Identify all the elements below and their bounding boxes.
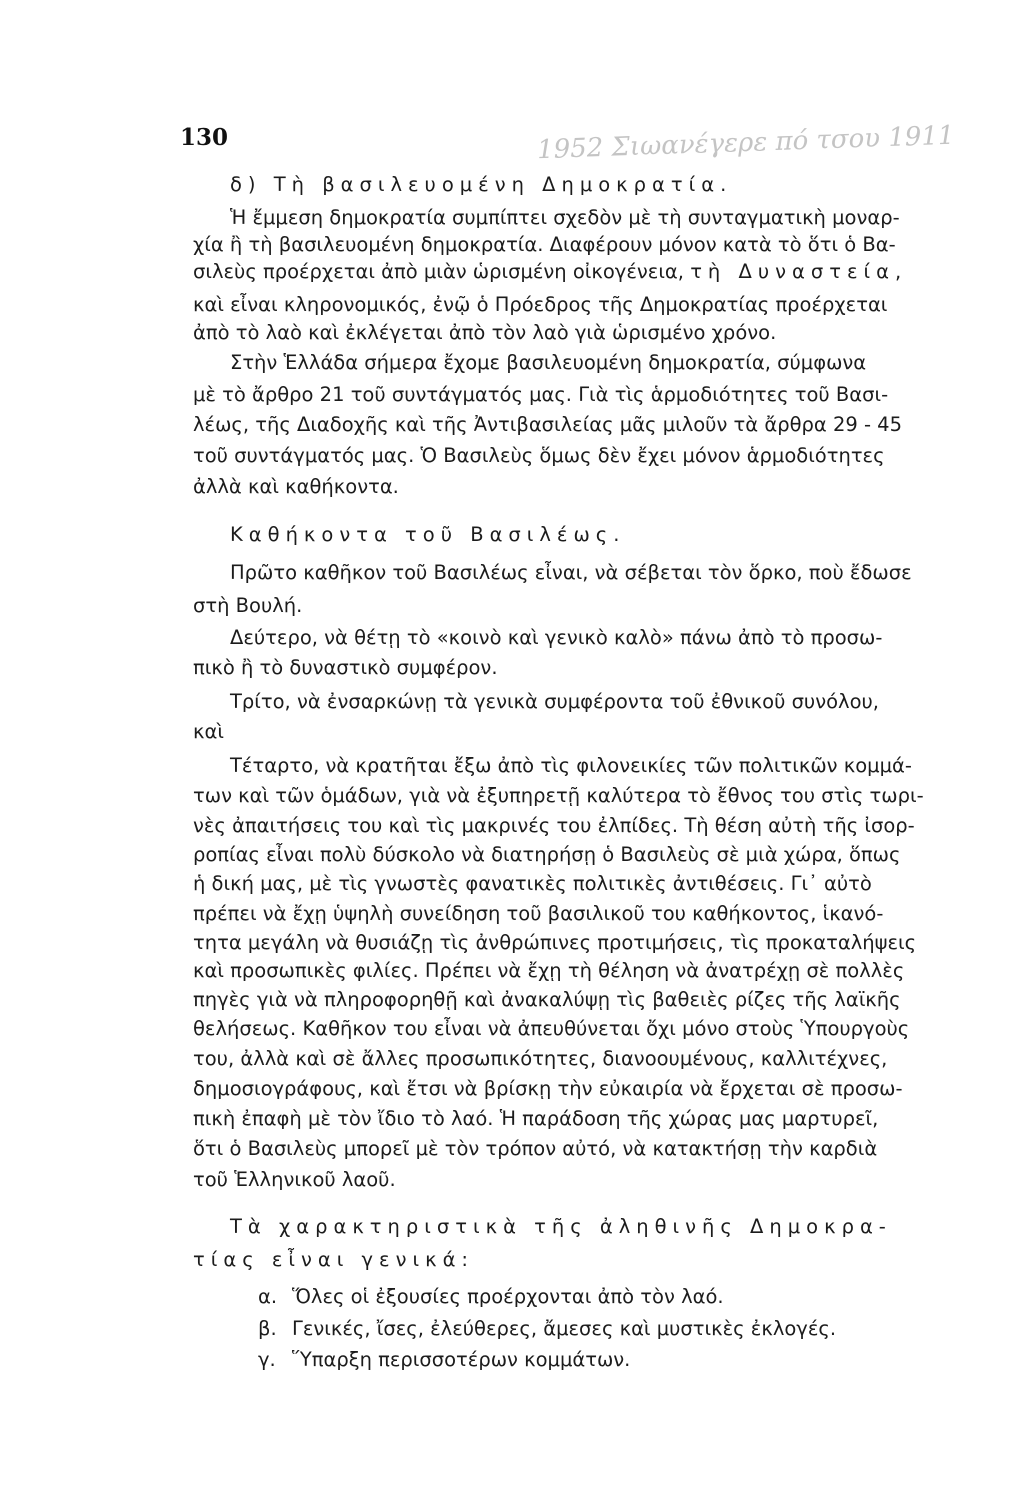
paragraph-line: Τρίτο, νὰ ἐνσαρκώνῃ τὰ γενικὰ συμφέροντα τοῦ ἐθνικοῦ συνόλου, <box>230 690 879 713</box>
paragraph-line: ὅτι ὁ Βασιλεὺς μπορεῖ μὲ τὸν τρόπον αὐτό, νὰ κατακτήσῃ τὴν καρδιὰ <box>193 1137 878 1160</box>
paragraph-line: θελήσεως. Καθῆκον του εἶναι νὰ ἀπευθύνεται ὄχι μόνο στοὺς Ὑπουργοὺς <box>193 1017 910 1040</box>
paragraph-text: σιλεὺς προέρχεται ἀπὸ μιὰν ὡρισμένη οἰκογένεια, <box>193 260 684 283</box>
paragraph-line: στὴ Βουλή. <box>193 594 303 617</box>
characteristics-heading: τίας εἶναι γενικά: <box>193 1248 475 1271</box>
paragraph-line: των καὶ τῶν ὁμάδων, γιὰ νὰ ἐξυπηρετῇ καλύτερα τὸ ἔθνος του στὶς τωρι- <box>193 784 924 807</box>
list-item <box>258 1316 836 1342</box>
list-marker: γ. <box>258 1348 276 1371</box>
paragraph-line: ροπίας εἶναι πολὺ δύσκολο νὰ διατηρήσῃ ὁ Βασιλεὺς σὲ μιὰ χώρα, ὅπως <box>193 843 901 866</box>
page-number: 130 <box>180 124 229 151</box>
paragraph-line: πρέπει νὰ ἔχῃ ὑψηλὴ συνείδηση τοῦ βασιλικοῦ του καθήκοντος, ἱκανό- <box>193 902 884 925</box>
paragraph-line: καὶ <box>193 720 224 743</box>
list-marker: β. <box>258 1317 277 1340</box>
paragraph-line: καὶ προσωπικὲς φιλίες. Πρέπει νὰ ἔχῃ τὴ θέληση νὰ ἀνατρέχῃ σὲ πολλὲς <box>193 959 905 982</box>
list-item <box>258 1284 724 1310</box>
paragraph-line: Τέταρτο, νὰ κρατῆται ἔξω ἀπὸ τὶς φιλονεικίες τῶν πολιτικῶν κομμά- <box>230 754 912 777</box>
paragraph-line: τοῦ συντάγματός μας. Ὁ Βασιλεὺς ὅμως δὲν ἔχει μόνον ἁρμοδιότητες <box>193 444 885 467</box>
paragraph-line: πηγὲς γιὰ νὰ πληροφορηθῇ καὶ ἀνακαλύψῃ τὶς βαθειὲς ρίζες τῆς λαϊκῆς <box>193 988 901 1011</box>
paragraph-line: πικὸ ἢ τὸ δυναστικὸ συμφέρον. <box>193 656 498 679</box>
paragraph-line: ἡ δική μας, μὲ τὶς γνωστὲς φανατικὲς πολιτικὲς ἀντιθέσεις. Γι᾿ αὐτὸ <box>193 872 872 895</box>
paragraph-line: Ἡ ἔμμεση δημοκρατία συμπίπτει σχεδὸν μὲ τὴ συνταγματικὴ μοναρ- <box>230 206 900 229</box>
paragraph-line: λέως, τῆς Διαδοχῆς καὶ τῆς Ἀντιβασιλείας μᾶς μιλοῦν τὰ ἄρθρα 29 - 45 <box>193 413 902 436</box>
list-item <box>258 1347 630 1373</box>
section-title: δ) Τὴ βασιλευομένη Δημοκρατία. <box>230 173 733 196</box>
emphasized-text: τὴ Δυναστεία, <box>690 260 908 283</box>
paragraph-line: καὶ εἶναι κληρονομικός, ἐνῷ ὁ Πρόεδρος τῆς Δημοκρατίας προέρχεται <box>193 293 888 316</box>
list-item-text: Ὅλες οἱ ἐξουσίες προέρχονται ἀπὸ τὸν λαό. <box>292 1285 724 1308</box>
paragraph-line: Πρῶτο καθῆκον τοῦ Βασιλέως εἶναι, νὰ σέβεται τὸν ὅρκο, ποὺ ἔδωσε <box>230 561 912 584</box>
paragraph-line: δημοσιογράφους, καὶ ἔτσι νὰ βρίσκῃ τὴν εὐκαιρία νὰ ἔρχεται σὲ προσω- <box>193 1077 903 1100</box>
paragraph-line: τοῦ Ἑλληνικοῦ λαοῦ. <box>193 1168 396 1191</box>
paragraph-line: του, ἀλλὰ καὶ σὲ ἄλλες προσωπικότητες, διανοουμένους, καλλιτέχνες, <box>193 1047 888 1070</box>
paragraph-line: νὲς ἀπαιτήσεις του καὶ τὶς μακρινές του ἐλπίδες. Τὴ θέση αὐτὴ τῆς ἰσορ- <box>193 814 915 837</box>
paragraph-line: ἀπὸ τὸ λαὸ καὶ ἐκλέγεται ἀπὸ τὸν λαὸ γιὰ ὡρισμένο χρόνο. <box>193 321 777 344</box>
subheading: Καθήκοντα τοῦ Βασιλέως. <box>230 523 626 546</box>
paragraph-line: χία ἢ τὴ βασιλευομένη δημοκρατία. Διαφέρουν μόνον κατὰ τὸ ὅτι ὁ Βα- <box>193 233 896 256</box>
paragraph-line: Δεύτερο, νὰ θέτῃ τὸ «κοινὸ καὶ γενικὸ καλὸ» πάνω ἀπὸ τὸ προσω- <box>230 626 883 649</box>
list-marker: α. <box>258 1285 278 1308</box>
paragraph-line: Στὴν Ἑλλάδα σήμερα ἔχομε βασιλευομένη δημοκρατία, σύμφωνα <box>230 351 867 374</box>
paragraph-line: τητα μεγάλη νὰ θυσιάζῃ τὶς ἀνθρώπινες προτιμήσεις, τὶς προκαταλήψεις <box>193 931 917 954</box>
paragraph-line: πικὴ ἐπαφὴ μὲ τὸν ἴδιο τὸ λαό. Ἡ παράδοση τῆς χώρας μας μαρτυρεῖ, <box>193 1107 879 1130</box>
list-item-text: Γενικές, ἴσες, ἐλεύθερες, ἄμεσες καὶ μυστικὲς ἐκλογές. <box>292 1317 837 1340</box>
paragraph-line: ἀλλὰ καὶ καθήκοντα. <box>193 475 399 498</box>
list-item-text: Ὕπαρξη περισσοτέρων κομμάτων. <box>292 1348 631 1371</box>
paragraph-line <box>193 259 993 285</box>
paragraph-line: μὲ τὸ ἄρθρο 21 τοῦ συντάγματός μας. Γιὰ τὶς ἁρμοδιότητες τοῦ Βασι- <box>193 383 889 406</box>
characteristics-heading: Τὰ χαρακτηριστικὰ τῆς ἀληθινῆς Δημοκρα- <box>230 1215 892 1238</box>
handwritten-note: 1952 Σιωανέγερε πό τσου 1911 <box>536 120 955 166</box>
